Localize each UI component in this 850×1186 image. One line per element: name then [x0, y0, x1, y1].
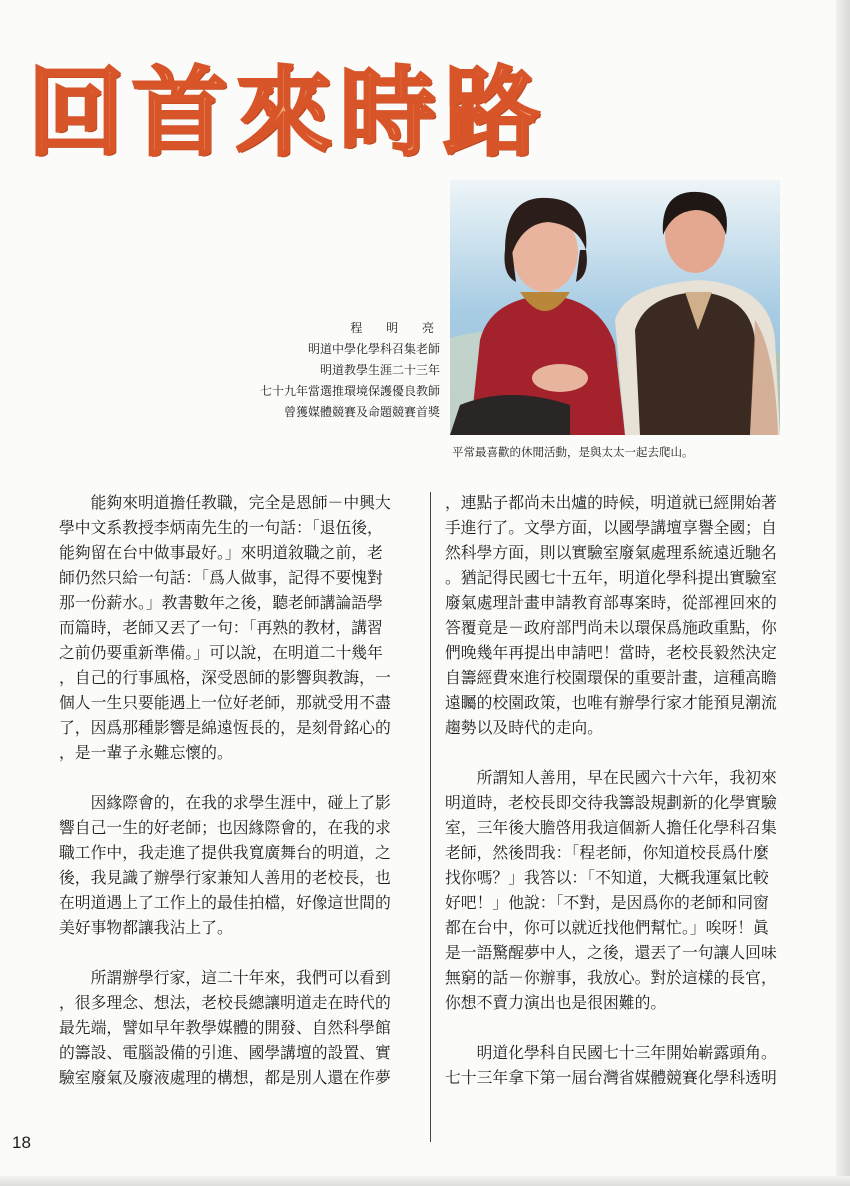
- bio-line: 七十九年當選推環境保護優良教師: [259, 384, 440, 398]
- paragraph: 所謂辦學行家，這二十年來，我們可以看到 ，很多理念、想法，老校長總讓明道走在時代的 最先端，譬如早年教學媒體的開發、自然科學館 的籌設、電腦設備的引進、國學講壇的設置、實 驗室廢氣及廢液處理的構想，都是別人還在作夢: [59, 968, 391, 1087]
- paragraph: ，連點子都尚未出爐的時候，明道就已經開始著 手進行了。文學方面，以國學講壇享譽全國；自 然科學方面，則以實驗室廢氣處理系統遠近馳名 。猶記得民國七十五年，明道化學科提出實驗室 廢氣處理計畫申請教育部專案時，從部裡回來的 答覆竟是－政府部門尚未以環保爲施政重點，你 們晚幾年再提出申請吧！當時，老校長毅然決定 自籌經費來進行校園環保的重要計畫，這種高瞻 遠矚的校園政策，也唯有辦學行家才能預見潮流 趨勢以及時代的走向。: [445, 493, 777, 737]
- photo-caption: 平常最喜歡的休閒活動，是與太太一起去爬山。: [452, 445, 694, 459]
- author-name: 程 明 亮: [350, 321, 444, 335]
- author-bio: [170, 318, 444, 423]
- column-divider: [430, 492, 431, 1142]
- paragraph: 因緣際會的，在我的求學生涯中，碰上了影 響自己一生的好老師；也因緣際會的，在我的求 職工作中，我走進了提供我寬廣舞台的明道，之 後，我見識了辦學行家兼知人善用的老校長，也 在明道遇上了工作上的最佳拍檔，好像這世間的 美好事物都讓我沾上了。: [59, 793, 391, 937]
- bio-line: 曾獲媒體競賽及命題競賽首獎: [283, 405, 440, 419]
- couple-photo-illustration: [450, 180, 780, 435]
- bio-line: 明道教學生涯二十三年: [319, 363, 440, 377]
- paragraph: 明道化學科自民國七十三年開始嶄露頭角。 七十三年拿下第一屆台灣省媒體競賽化學科透明: [445, 1043, 777, 1087]
- article-title: 回首來時路: [28, 56, 548, 169]
- page-number: 18: [12, 1133, 31, 1152]
- paragraph: 所謂知人善用，早在民國六十六年，我初來 明道時，老校長即交待我籌設規劃新的化學實驗 室，三年後大膽啓用我這個新人擔任化學科召集 老師，然後問我：「程老師，你知道校長爲什麼 找你嗎？」我答以：「不知道，大概我運氣比較 好吧！」他說：「不對，是因爲你的老師和同窗 都在台中，你可以就近找他們幫忙。」唉呀！眞 是一語驚醒夢中人，之後，還丟了一句讓人回味 無窮的話－你辦事，我放心。對於這樣的長官， 你想不賣力演出也是很困難的。: [445, 768, 777, 1012]
- article-column-left: [59, 490, 419, 1090]
- page-edge-bottom: [0, 1176, 850, 1186]
- page-edge: [836, 0, 850, 1186]
- bio-line: 明道中學化學科召集老師: [307, 342, 440, 356]
- couple-photo: [450, 180, 780, 435]
- article-column-right: [445, 490, 797, 1090]
- paragraph: 能夠來明道擔任教職，完全是恩師－中興大 學中文系教授李炳南先生的一句話：「退伍後， 能夠留在台中做事最好。」來明道敘職之前，老 師仍然只給一句話：「爲人做事，記得不要愧對 那一份薪水。」教書數年之後，聽老師講論語學 而篇時，老師又丟了一句：「再熟的教材，講習 之前仍要重新準備。」可以說，在明道二十幾年 ，自己的行事風格，深受恩師的影響與教誨，一 個人一生只要能遇上一位好老師，那就受用不盡 了，因爲那種影響是綿遠恆長的，是刻骨銘心的 ，是一輩子永難忘懷的。: [59, 493, 391, 762]
